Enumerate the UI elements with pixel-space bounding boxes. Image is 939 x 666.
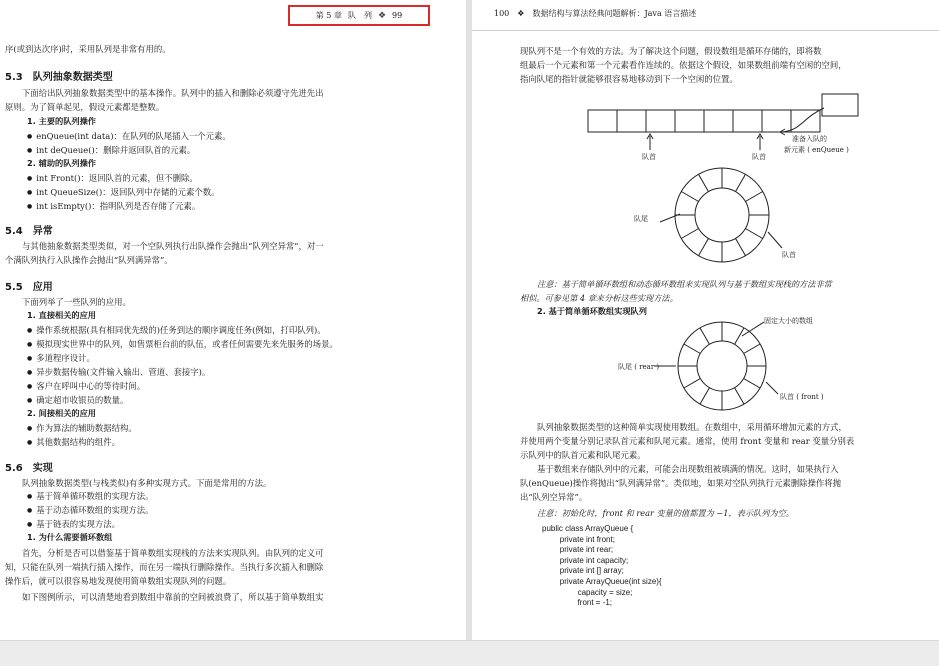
bullet-item: ● 模拟现实世界中的队列，如售票柜台前的队伍，或者任何需要先来先服务的场景。 <box>27 338 338 350</box>
body-line: 首先，分析是否可以借鉴基于简单数组实现栈的方法来实现队列。由队列的定义可 <box>22 548 324 558</box>
body-line: 并使用两个变量分别记录队首元素和队尾元素。通常，使用 front 变量和 rear 变量分别表 <box>520 436 855 446</box>
right-page <box>472 0 939 640</box>
figure1-new-elem-1: 准备入队的 <box>792 135 827 143</box>
body-line: 与其他抽象数据类型类似，对一个空队列执行出队操作会抛出“队列空异常”，对一 <box>22 241 324 251</box>
page-number: 100 <box>494 9 510 18</box>
ring-slot-divider <box>744 379 760 389</box>
ring-inner <box>697 341 747 391</box>
figure3-rear: 队尾 ( rear ) <box>618 363 660 371</box>
body-line: 如下图例所示，可以清楚地看到数组中靠前的空间被浪费了，所以基于简单数组实 <box>22 592 324 602</box>
bullet-item: ● 基于动态循环数组的实现方法。 <box>27 504 154 516</box>
chapter-title: 队 列 <box>347 11 372 20</box>
section-heading: 5.6 实现 <box>5 463 53 474</box>
body-line: 队(enQueue)操作将抛出“队列满异常”。类似地，如果对空队列执行元素删除操作将抛 <box>520 478 842 488</box>
bullet-item: ● 其他数据结构的组件。 <box>27 436 120 448</box>
chapter-number: 第 5 章 <box>315 11 342 20</box>
body-line: 示队列中的队首元素和队尾元素。 <box>520 450 646 460</box>
figure3-front: 队首 ( front ) <box>780 393 824 401</box>
subsection-heading: 1. 直接相关的应用 <box>27 310 96 320</box>
bullet-item: ● 确定超市收银员的数量。 <box>27 394 128 406</box>
body-line: 现队列不是一个有效的方法。为了解决这个问题，假设数组是循环存储的，即将数 <box>520 46 822 56</box>
circular-array-2 <box>678 322 766 410</box>
page-number: 99 <box>392 11 403 20</box>
section-heading: 5.5 应用 <box>5 282 53 293</box>
figure1-new-elem-2: 新元素 ( enQueue ) <box>784 146 849 154</box>
body-line: 基于数组来存储队列中的元素，可能会出现数组被填满的情况。这时，如果执行入 <box>537 464 839 474</box>
ring-slot-divider <box>745 229 762 239</box>
bullet-item: ● int QueueSize()：返回队列中存储的元素个数。 <box>27 186 220 198</box>
figure1-head-left: 队首 <box>642 153 656 161</box>
subsection-heading: 1. 为什么需要循环数组 <box>27 532 113 542</box>
note-text: 注意：基于简单循环数组和动态循环数组来实现队列与基于数组实现栈的方法非常 <box>537 279 832 289</box>
note-text: 相似。可参见第 4 章来分析这些实现方法。 <box>520 293 678 303</box>
subsection-heading: 2. 辅助的队列操作 <box>27 158 96 168</box>
body-line: 队列抽象数据类型的这种简单实现使用数组。在数组中，采用循环增加元素的方式， <box>537 422 847 432</box>
ring-slot-divider <box>700 328 710 344</box>
bullet-item: ● 基于简单循环数组的实现方法。 <box>27 490 154 502</box>
body-line: 知，只能在队列一端执行插入操作，而在另一端执行删除操作。当执行多次插入和删除 <box>5 562 324 572</box>
body-line: 操作后，就可以很容易地发现使用简单数组实现队列的问题。 <box>5 576 232 586</box>
front-arrow <box>766 382 778 394</box>
bullet-item: ● int isEmpty()：指明队列是否存储了元素。 <box>27 200 200 212</box>
bullet-item: ● 异步数据传输(文件输入输出、管道、套接字)。 <box>27 366 210 378</box>
left-page-header <box>288 5 430 26</box>
bullet-item: ● 基于链表的实现方法。 <box>27 518 120 530</box>
viewer-bottom-bar <box>0 640 939 666</box>
bullet-item: ● 作为算法的辅助数据结构。 <box>27 422 137 434</box>
ring-slot-divider <box>684 344 700 354</box>
left-page <box>0 0 466 640</box>
body-line: 组最后一个元素和第一个元素看作连续的。依据这个假设，如果数组前端有空闲的空间， <box>520 60 847 70</box>
figure2-tail: 队尾 <box>634 215 648 223</box>
ornament-icon: ❖ <box>517 9 525 18</box>
body-line: 原则。为了简单起见，假设元素都是整数。 <box>5 102 165 112</box>
ring-slot-divider <box>744 344 760 354</box>
tail-arrow <box>660 214 680 222</box>
body-line: 指向队尾的指针就能够很容易地移动到下一个空闲的位置。 <box>520 74 738 84</box>
body-line: 出“队列空异常”。 <box>520 492 588 502</box>
ring-slot-divider <box>684 379 700 389</box>
body-line: 序(或到达次序)时，采用队列是非常有用的。 <box>5 44 171 54</box>
ring-slot-divider <box>736 238 746 255</box>
code-listing: public class ArrayQueue { private int front; private int rear; private int capacity; private int [] array; private ArrayQueue(int size){ capacity = size; front = -1; <box>542 524 662 608</box>
bullet-item: ● int deQueue()：删除并返回队首的元素。 <box>27 144 195 156</box>
ring-slot-divider <box>681 229 698 239</box>
ring-slot-divider <box>735 388 745 404</box>
circular-array-1 <box>675 168 769 262</box>
ring-slot-divider <box>700 388 710 404</box>
section-heading: 5.4 异常 <box>5 226 53 237</box>
body-line: 下面给出队列抽象数据类型中的基本操作。队列中的插入和删除必须遵守先进先出 <box>22 88 324 98</box>
bullet-item: ● 操作系统根据(具有相同优先级的)任务到达的顺序调度任务(例如，打印队列)。 <box>27 324 326 336</box>
subsection-heading: 1. 主要的队列操作 <box>27 116 96 126</box>
body-line: 下面列举了一些队列的应用。 <box>22 297 131 307</box>
section-heading: 5.3 队列抽象数据类型 <box>5 72 113 83</box>
head-arrow-circle <box>768 232 782 248</box>
figure3-title: 固定大小的数组 <box>764 317 813 325</box>
body-line: 队列抽象数据类型(与栈类似)有多种实现方式。下面是常用的方法。 <box>22 478 272 488</box>
ring-inner <box>695 188 749 242</box>
note-text: 注意：初始化时，front 和 rear 变量的值都置为 −1，表示队列为空。 <box>537 508 794 518</box>
ring-slot-divider <box>736 174 746 191</box>
book-title: 数据结构与算法经典问题解析：Java 语言描述 <box>532 9 697 18</box>
ring-slot-divider <box>699 238 709 255</box>
figure2-head: 队首 <box>782 251 796 259</box>
subsection-heading: 2. 基于简单循环数组实现队列 <box>537 306 647 316</box>
bullet-item: ● 多道程序设计。 <box>27 352 95 364</box>
bullet-item: ● enQueue(int data)：在队列的队尾插入一个元素。 <box>27 130 231 142</box>
ring-slot-divider <box>681 192 698 202</box>
subsection-heading: 2. 间接相关的应用 <box>27 408 96 418</box>
bullet-item: ● int Front()：返回队首的元素，但不删除。 <box>27 172 198 184</box>
ring-slot-divider <box>699 174 709 191</box>
ring-slot-divider <box>745 192 762 202</box>
ornament-icon: ❖ <box>377 10 387 21</box>
figure1-head-right: 队首 <box>752 153 766 161</box>
bullet-item: ● 客户在呼叫中心的等待时间。 <box>27 380 145 392</box>
body-line: 个满队列执行入队操作会抛出“队列满异常”。 <box>5 255 173 265</box>
